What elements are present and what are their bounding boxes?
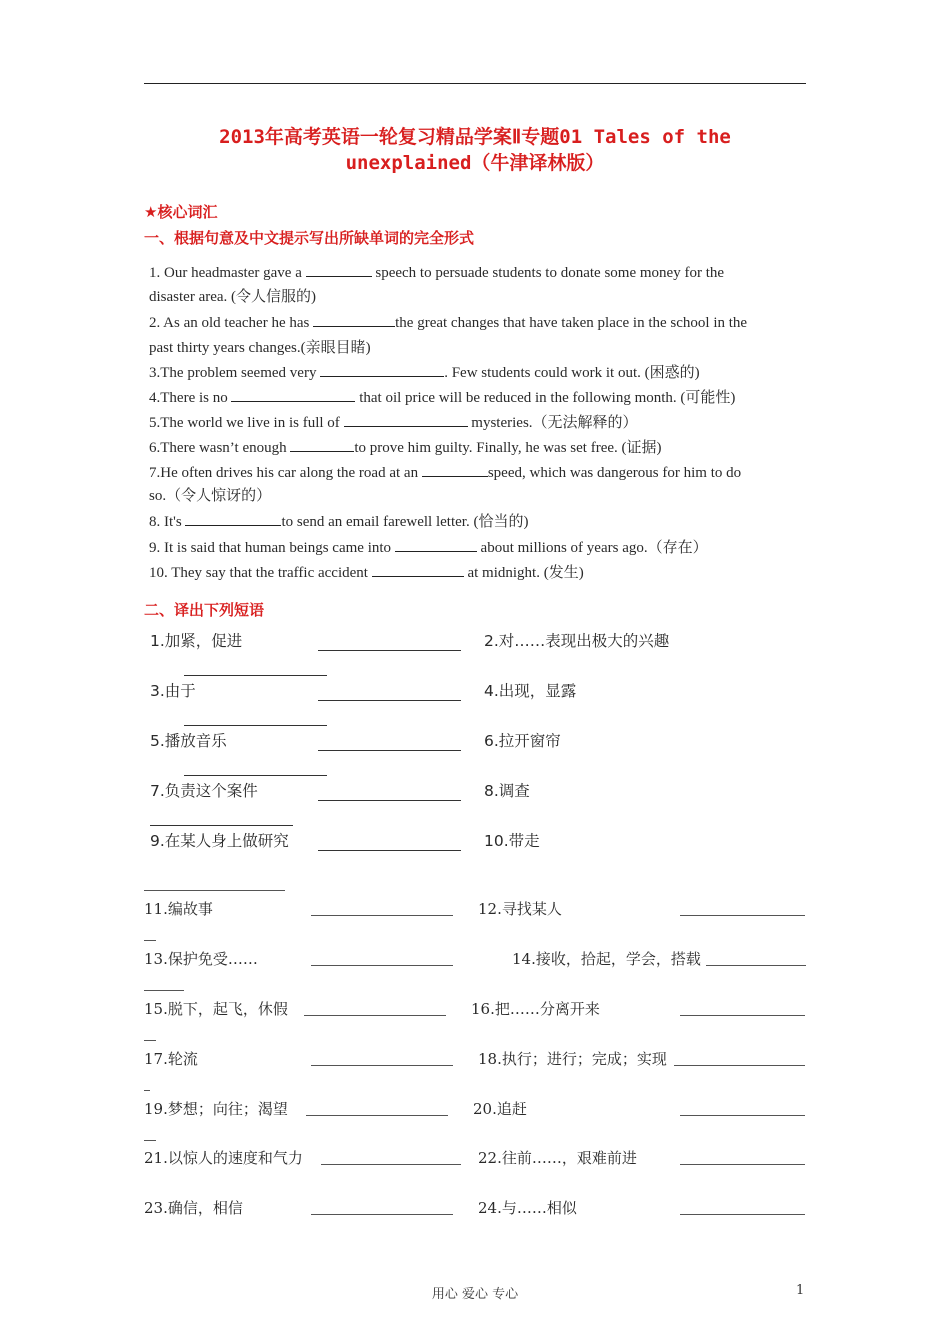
phrase-item: 10.带走 xyxy=(484,832,540,850)
header-rule xyxy=(144,83,806,84)
document-title-line2: unexplained（牛津译林版） xyxy=(345,152,605,174)
footer-motto: 用心 爱心 专心 xyxy=(431,1287,519,1302)
page-number: 1 xyxy=(796,1283,805,1298)
answer-blank[interactable] xyxy=(344,412,468,427)
answer-line[interactable] xyxy=(318,850,461,851)
phrase-item: 1.加紧，促进 xyxy=(150,632,243,650)
answer-line[interactable] xyxy=(680,1115,805,1116)
answer-line[interactable] xyxy=(184,775,327,776)
document-title-line1: 2013年高考英语一轮复习精品学案Ⅱ专题01 Tales of the xyxy=(219,126,731,148)
sentence-7: 7.He often drives his car along the road at an speed, which was dangerous for him to do xyxy=(149,462,813,483)
sentence-2: 2. As an old teacher he has the great changes that have taken place in the school in the xyxy=(149,312,813,333)
answer-line[interactable] xyxy=(318,800,461,801)
phrase-item: 21.以惊人的速度和气力 xyxy=(144,1149,303,1167)
answer-line[interactable] xyxy=(150,825,293,826)
answer-line[interactable] xyxy=(674,1065,805,1066)
answer-line-cont xyxy=(144,940,156,941)
answer-line[interactable] xyxy=(680,1214,805,1215)
sentence-4: 4.There is no that oil price will be reduced in the following month. (可能性) xyxy=(149,387,813,408)
sentence-1-cont: disaster area. (令人信服的) xyxy=(149,289,317,305)
answer-line[interactable] xyxy=(680,915,805,916)
phrase-item: 20.追赶 xyxy=(473,1100,527,1118)
phrase-item: 23.确信，相信 xyxy=(144,1199,243,1217)
answer-blank[interactable] xyxy=(395,537,477,552)
phrase-item: 24.与……相似 xyxy=(478,1199,577,1217)
answer-line[interactable] xyxy=(318,650,461,651)
answer-line[interactable] xyxy=(318,750,461,751)
answer-line[interactable] xyxy=(706,965,806,966)
answer-line[interactable] xyxy=(321,1164,461,1165)
answer-blank[interactable] xyxy=(306,262,372,277)
answer-blank[interactable] xyxy=(290,437,354,452)
answer-blank[interactable] xyxy=(320,362,444,377)
phrase-item: 13.保护免受…… xyxy=(144,950,258,968)
phrase-item: 22.往前……，艰难前进 xyxy=(478,1149,637,1167)
answer-line[interactable] xyxy=(144,890,285,891)
answer-line-cont xyxy=(144,1040,156,1041)
answer-line-cont xyxy=(144,1090,150,1091)
phrase-item: 12.寻找某人 xyxy=(478,900,562,918)
phrase-item: 18.执行；进行；完成；实现 xyxy=(478,1050,667,1068)
sentence-1: 1. Our headmaster gave a speech to persuade students to donate some money for the xyxy=(149,262,813,283)
answer-line[interactable] xyxy=(311,1065,453,1066)
section1-heading: 一、根据句意及中文提示写出所缺单词的完全形式 xyxy=(144,229,475,247)
phrase-item: 15.脱下，起飞，休假 xyxy=(144,1000,288,1018)
phrase-item: 7.负责这个案件 xyxy=(150,782,258,800)
answer-line[interactable] xyxy=(680,1164,805,1165)
phrase-item: 5.播放音乐 xyxy=(150,732,227,750)
phrase-item: 16.把……分离开来 xyxy=(471,1000,600,1018)
answer-line[interactable] xyxy=(306,1115,448,1116)
answer-blank[interactable] xyxy=(185,511,281,526)
phrase-item: 11.编故事 xyxy=(144,900,213,918)
sentence-3: 3.The problem seemed very . Few students could work it out. (困惑的) xyxy=(149,362,813,383)
phrase-item: 4.出现，显露 xyxy=(484,682,577,700)
answer-blank[interactable] xyxy=(422,462,488,477)
answer-line[interactable] xyxy=(304,1015,446,1016)
section2-heading: 二、译出下列短语 xyxy=(144,601,265,619)
sentence-9: 9. It is said that human beings came into about millions of years ago.（存在） xyxy=(149,537,813,558)
phrase-item: 2.对……表现出极大的兴趣 xyxy=(484,632,670,650)
phrase-item: 8.调查 xyxy=(484,782,530,800)
answer-line-cont xyxy=(144,1140,156,1141)
sentence-10: 10. They say that the traffic accident at midnight. (发生) xyxy=(149,562,813,583)
phrase-item: 6.拉开窗帘 xyxy=(484,732,561,750)
answer-line[interactable] xyxy=(311,965,453,966)
phrase-item: 3.由于 xyxy=(150,682,196,700)
core-vocab-heading: ★核心词汇 xyxy=(144,203,218,221)
answer-line[interactable] xyxy=(184,675,327,676)
sentence-2-cont: past thirty years changes.(亲眼目睹) xyxy=(149,340,371,356)
answer-line[interactable] xyxy=(311,915,453,916)
phrase-item: 9.在某人身上做研究 xyxy=(150,832,289,850)
sentence-7-cont: so.（令人惊讶的） xyxy=(149,488,272,504)
answer-line[interactable] xyxy=(184,725,327,726)
answer-line[interactable] xyxy=(318,700,461,701)
answer-blank[interactable] xyxy=(372,562,464,577)
phrase-item: 17.轮流 xyxy=(144,1050,198,1068)
sentence-5: 5.The world we live in is full of mysteries.（无法解释的） xyxy=(149,412,813,433)
sentence-6: 6.There wasn’t enough to prove him guilty. Finally, he was set free. (证据) xyxy=(149,437,813,458)
answer-blank[interactable] xyxy=(231,387,355,402)
answer-line[interactable] xyxy=(680,1015,805,1016)
answer-line-cont xyxy=(144,990,184,991)
phrase-item: 19.梦想；向往；渴望 xyxy=(144,1100,288,1118)
answer-line[interactable] xyxy=(311,1214,453,1215)
phrase-item: 14.接收，拾起，学会，搭载 xyxy=(512,950,701,968)
sentence-8: 8. It's to send an email farewell letter. (恰当的) xyxy=(149,511,813,532)
answer-blank[interactable] xyxy=(313,312,395,327)
